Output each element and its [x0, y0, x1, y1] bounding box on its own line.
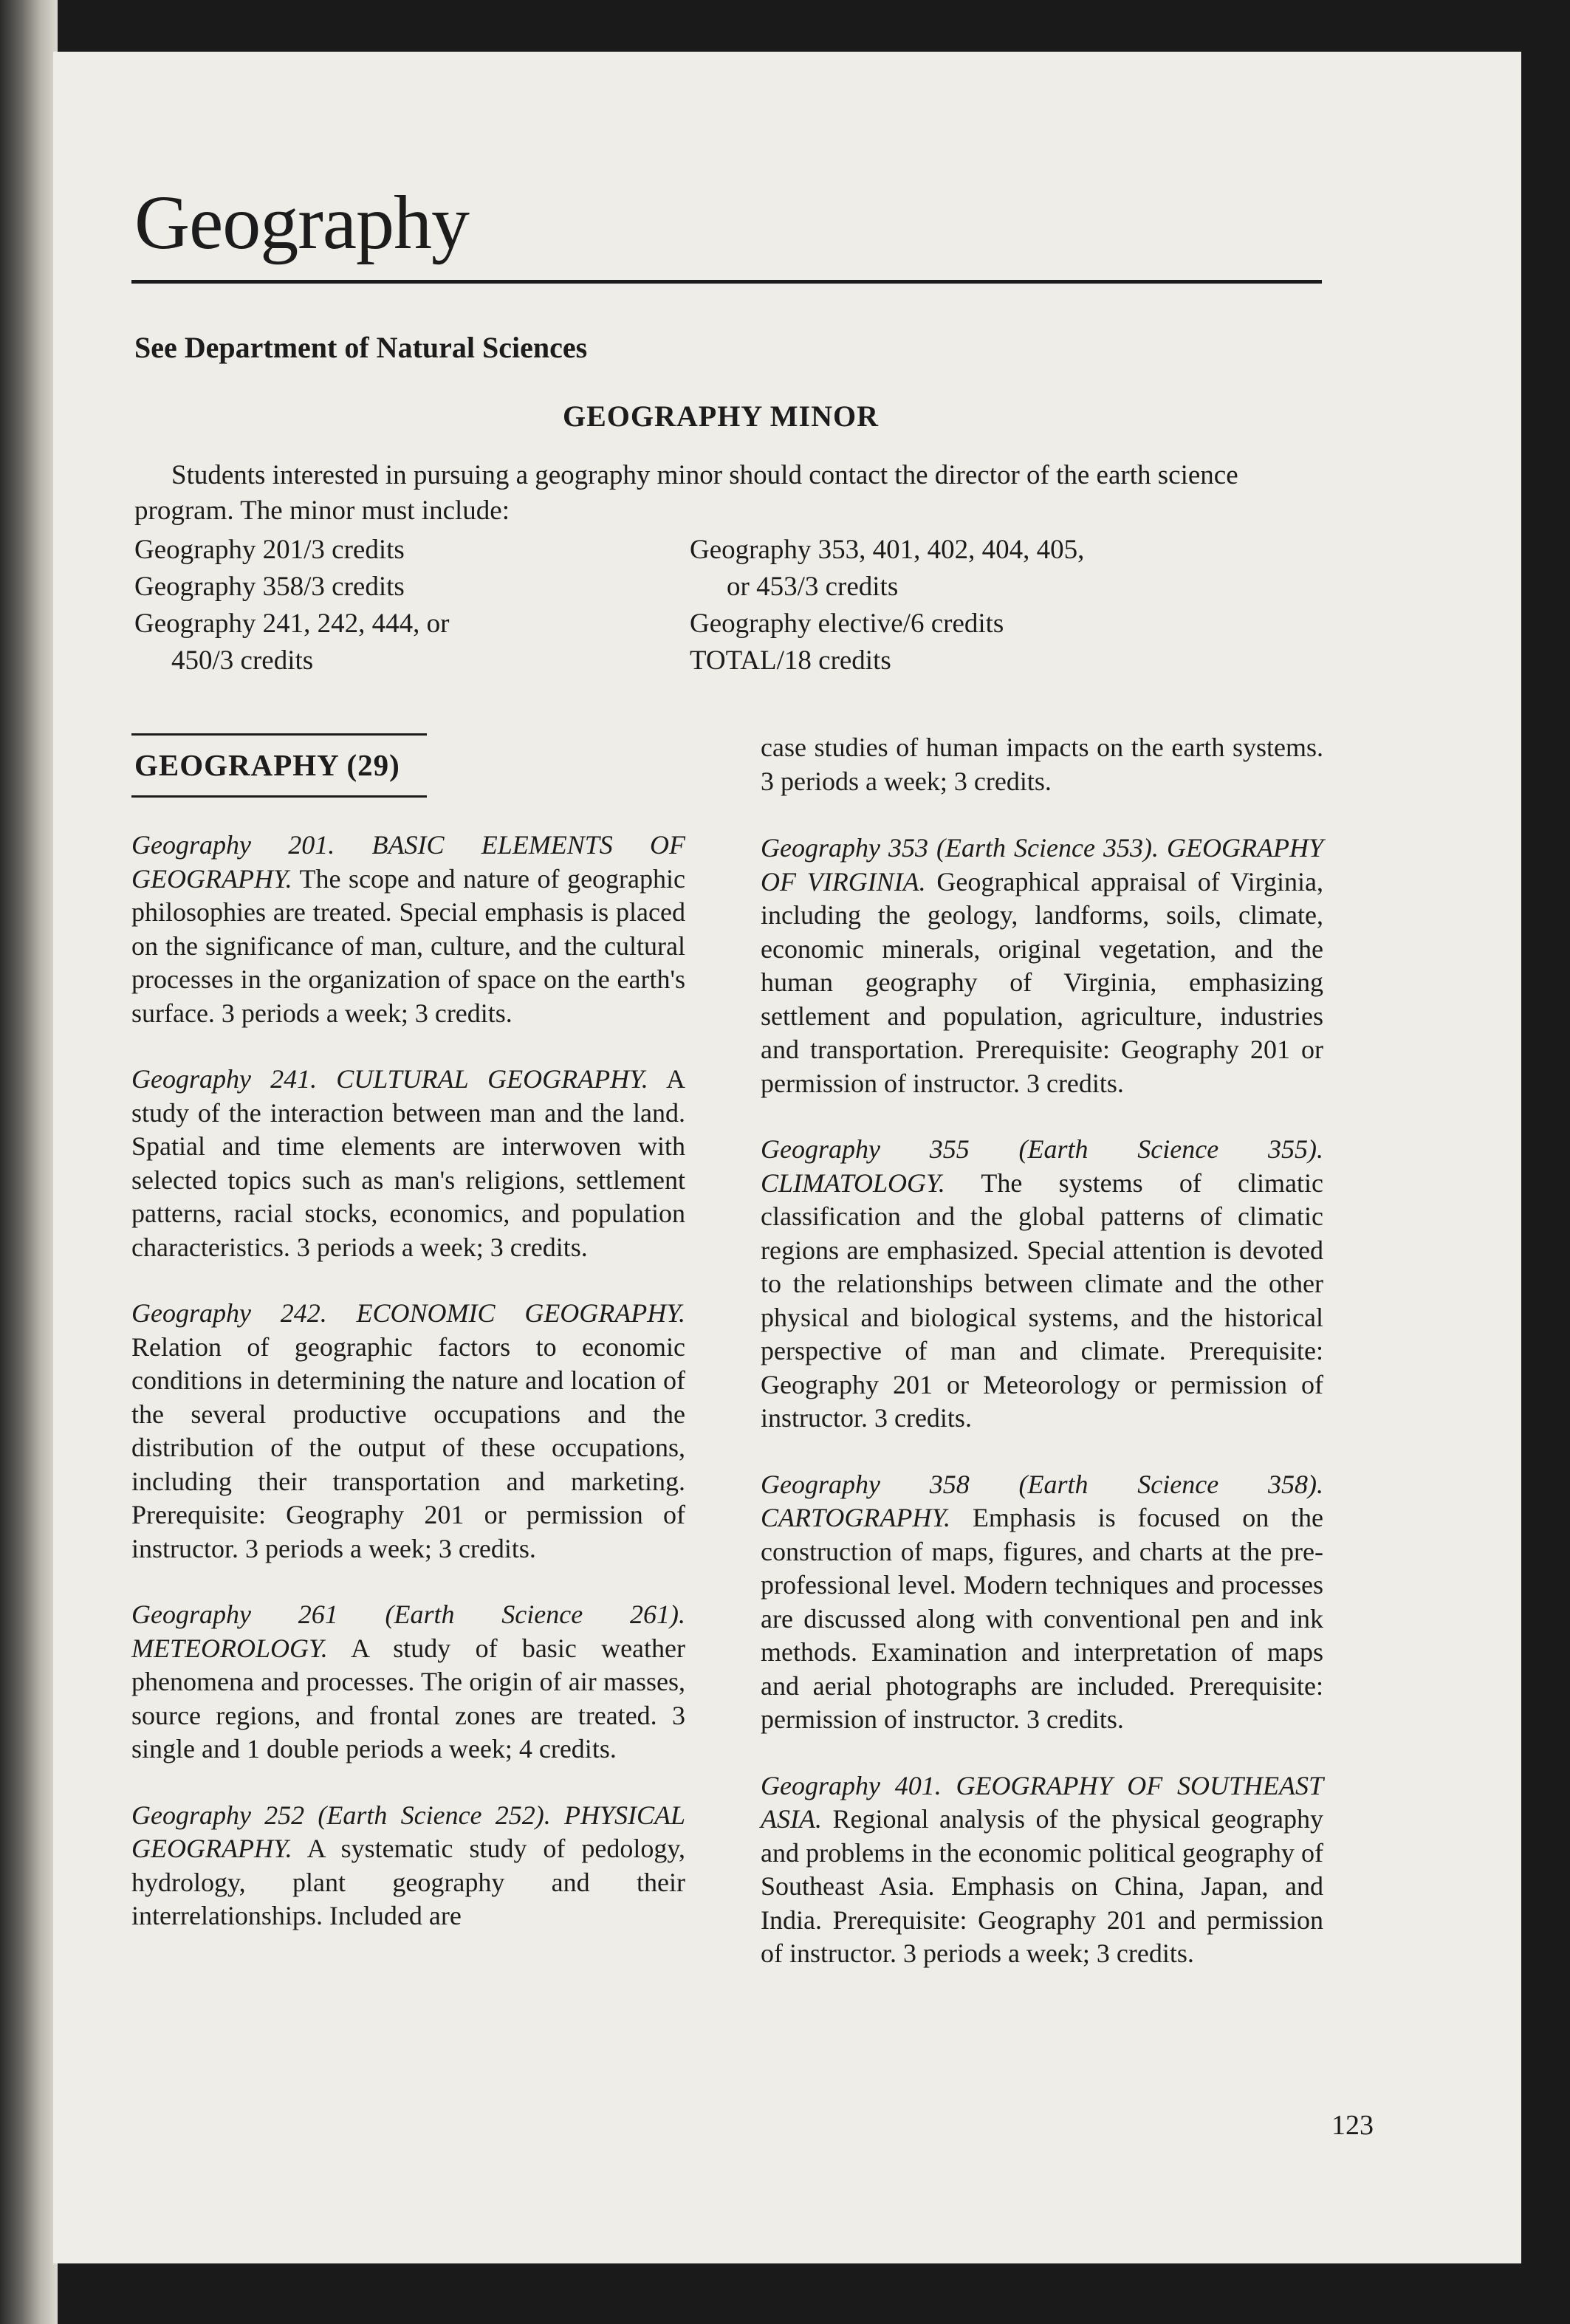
course-continuation: case studies of human impacts on the earth systems. 3 periods a week; 3 credits. [761, 733, 1323, 796]
course-description: The systems of climatic classification and the global patterns of climatic regions are emphasized. Special attention is devoted to the relationships between climate and the other physical and biological systems, and the historical perspective of man and climate. Prerequisite: Geography 201 or Meteorology or permission of instructor. 3 credits. [761, 1168, 1323, 1433]
course-entry [761, 832, 1323, 1100]
section-rule-bottom [131, 795, 427, 798]
course-title: Geography 201. BASIC ELEMENTS OF GEOGRAPHY. [131, 830, 685, 894]
section-heading: GEOGRAPHY (29) [134, 748, 400, 782]
requirement-item: Geography 358/3 credits [134, 572, 405, 602]
course-title: Geography 353 (Earth Science 353). GEOGRAPHY OF VIRGINIA. [761, 833, 1323, 897]
course-title: Geography 355 (Earth Science 355). CLIMATOLOGY. [761, 1134, 1323, 1198]
minor-requirements-right [690, 532, 1084, 679]
section-rule-top [131, 733, 427, 736]
requirement-item: Geography elective/6 credits [690, 609, 1004, 639]
requirement-item: Geography 201/3 credits [134, 535, 405, 565]
course-entry [761, 1133, 1323, 1436]
requirement-item: TOTAL/18 credits [690, 645, 891, 676]
course-entry [131, 1063, 685, 1264]
requirement-item: Geography 241, 242, 444, or [134, 609, 450, 639]
course-entry [761, 1769, 1323, 1971]
course-title: Geography 401. GEOGRAPHY OF SOUTHEAST ASIA. [761, 1770, 1323, 1834]
course-entry [131, 1297, 685, 1566]
course-title: Geography 242. ECONOMIC GEOGRAPHY. [131, 1298, 685, 1328]
course-description: A study of the interaction between man and the land. Spatial and time elements are interwoven with selected topics such as man's religions, settlement patterns, racial stocks, economics, and population characteristics. 3 periods a week; 3 credits. [131, 1064, 685, 1262]
course-description: Regional analysis of the physical geography and problems in the economic political geography of Southeast Asia. Emphasis on China, Japan, and India. Prerequisite: Geography 201 and permission of instructor. 3 periods a week; 3 credits. [761, 1804, 1323, 1968]
title-rule [131, 280, 1322, 284]
course-title: Geography 252 (Earth Science 252). PHYSICAL GEOGRAPHY. [131, 1800, 685, 1863]
requirement-item: Geography 353, 401, 402, 404, 405, [690, 535, 1085, 565]
course-description: A study of basic weather phenomena and processes. The origin of air masses, source regions, and frontal zones are treated. 3 single and 1 double periods a week; 4 credits. [131, 1633, 685, 1763]
right-column [761, 731, 1323, 2003]
course-entry [131, 1598, 685, 1766]
page-title: Geography [134, 180, 470, 265]
course-entry [131, 1799, 685, 1933]
minor-intro: Students interested in pursuing a geography minor should contact the director of the earth science program. The minor must include: [134, 460, 1238, 526]
course-description: The scope and nature of geographic philosophies are treated. Special emphasis is placed on the significance of man, culture, and the cultural processes in the organization of space on the earth's surface. 3 periods a week; 3 credits. [131, 863, 685, 1028]
course-title: Geography 358 (Earth Science 358). CARTOGRAPHY. [761, 1469, 1323, 1532]
book-spine [0, 0, 58, 2324]
department-reference: See Department of Natural Sciences [134, 331, 588, 364]
course-description: Geographical appraisal of Virginia, including the geology, landforms, soils, climate, economic minerals, original vegetation, and the human geography of Virginia, emphasizing settlement and population, agriculture, industries and transportation. Prerequisite: Geography 201 or permission of instructor. 3 credits. [761, 866, 1324, 1098]
course-description: Relation of geographic factors to economic conditions in determining the nature and location of the several productive occupations and the distribution of the output of these occupations, including their transportation and marketing. Prerequisite: Geography 201 or permission of instructor. 3 periods a week; 3 credits. [131, 1331, 685, 1563]
course-description: A systematic study of pedology, hydrology, plant geography and their interrelationships. Included are [131, 1834, 685, 1930]
course-title: Geography 241. CULTURAL GEOGRAPHY. [131, 1064, 648, 1094]
requirement-item: or 453/3 credits [727, 572, 899, 602]
course-description: Emphasis is focused on the construction of maps, figures, and charts at the pre-professional level. Modern techniques and processes are discussed along with conventional pen and ink methods. Examination and interpretation of maps and aerial photographs are included. Prerequisite: permission of instructor. 3 credits. [761, 1503, 1323, 1734]
page-number: 123 [1331, 2110, 1374, 2141]
course-title: Geography 261 (Earth Science 261). METEOROLOGY. [131, 1600, 685, 1663]
requirement-item: 450/3 credits [171, 645, 314, 676]
course-entry [761, 1468, 1323, 1737]
minor-requirements-left [134, 532, 449, 679]
left-column [131, 829, 685, 1966]
minor-heading: GEOGRAPHY MINOR [563, 400, 879, 433]
course-entry [131, 829, 685, 1030]
